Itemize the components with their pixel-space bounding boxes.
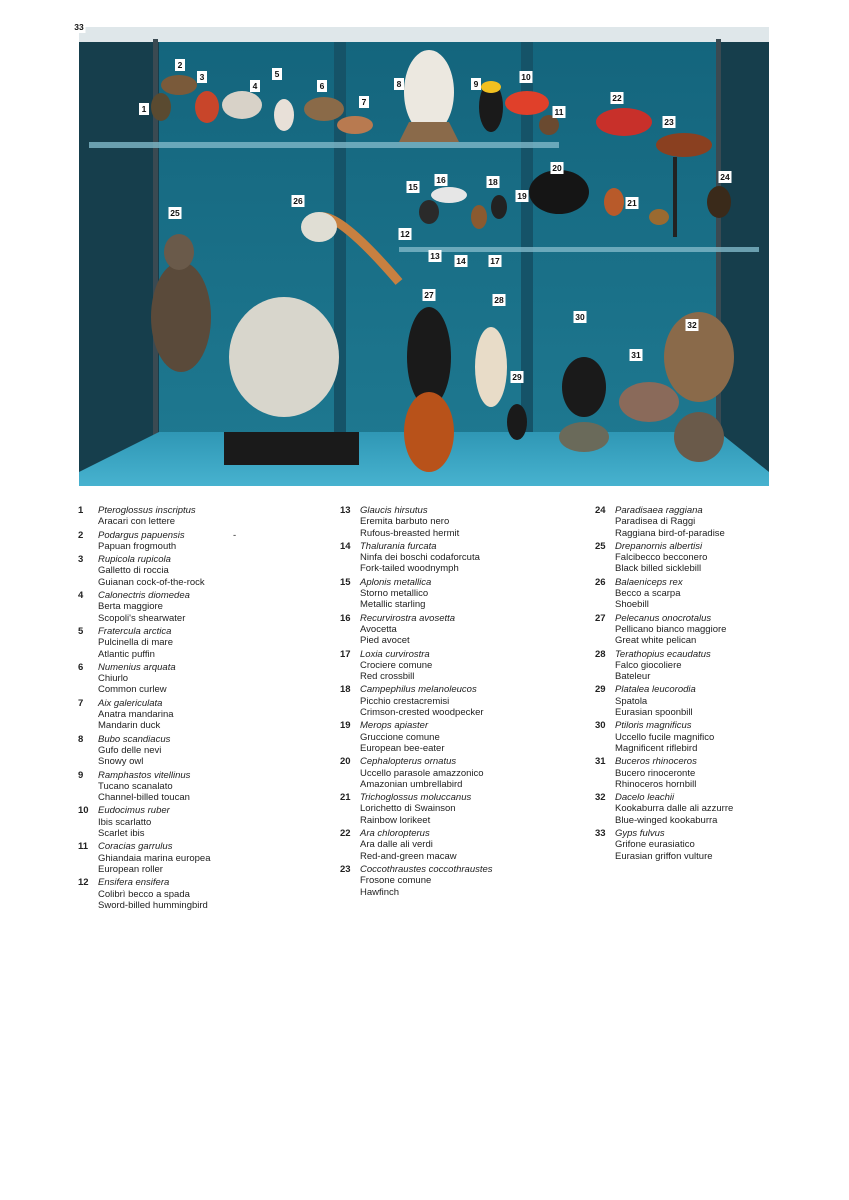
- species-entry: [340, 684, 493, 718]
- photo-tag: [626, 197, 639, 209]
- photo-tag: [73, 21, 86, 33]
- english-name: European roller: [98, 863, 163, 875]
- photo-tag: [516, 190, 529, 202]
- species-number: 14: [340, 540, 351, 552]
- english-name: Guianan cock-of-the-rock: [98, 576, 205, 588]
- english-name: Channel-billed toucan: [98, 792, 190, 804]
- english-name: Mandarin duck: [98, 720, 161, 732]
- svg-text:6: 6: [319, 81, 325, 91]
- species-entry: [78, 662, 211, 696]
- svg-text:28: 28: [494, 295, 504, 305]
- svg-text:27: 27: [424, 290, 434, 300]
- english-name: Blue-winged kookaburra: [615, 814, 718, 826]
- italian-name: Frosone comune: [360, 875, 432, 887]
- italian-name: Pulcinella di mare: [98, 637, 173, 649]
- species-entry: [78, 734, 211, 768]
- english-name: Red crossbill: [360, 671, 415, 683]
- species-number: 28: [595, 648, 606, 660]
- scientific-name: Pelecanus onocrotalus: [615, 612, 712, 624]
- photo-tag: [489, 255, 502, 267]
- photo-tag: [511, 371, 524, 383]
- species-number: 11: [78, 841, 89, 853]
- legend-column-1: [78, 505, 237, 913]
- english-name: Rainbow lorikeet: [360, 814, 431, 826]
- italian-name: Galletto di roccia: [98, 565, 169, 577]
- species-number: 25: [595, 540, 606, 552]
- svg-text:13: 13: [430, 251, 440, 261]
- svg-text:20: 20: [552, 163, 562, 173]
- scientific-name: Cephalopterus ornatus: [360, 756, 457, 768]
- english-name: Snowy owl: [98, 756, 144, 768]
- photo-tag: [169, 207, 182, 219]
- species-entry: [78, 770, 211, 804]
- english-name: Black billed sicklebill: [615, 563, 702, 575]
- photo-tag: [272, 68, 282, 80]
- svg-text:3: 3: [199, 72, 205, 82]
- italian-name: Storno metallico: [360, 588, 429, 600]
- scientific-name: Numenius arquata: [98, 661, 176, 673]
- english-name: European bee-eater: [360, 742, 445, 754]
- species-number: 32: [595, 792, 606, 804]
- photo-tag: [553, 106, 566, 118]
- photo-tag: [663, 116, 676, 128]
- scientific-name: Coracias garrulus: [98, 841, 173, 853]
- species-number: 29: [595, 684, 606, 696]
- italian-name: Ghiandaia marina europea: [98, 852, 211, 864]
- photo-tag: [611, 92, 624, 104]
- english-name: Scarlet ibis: [98, 828, 145, 840]
- svg-text:2: 2: [177, 60, 183, 70]
- species-entry: [340, 541, 493, 575]
- species-entry: [340, 577, 493, 611]
- svg-text:14: 14: [456, 256, 466, 266]
- legend-column-2: [340, 505, 493, 900]
- english-name: Metallic starling: [360, 599, 426, 611]
- svg-text:25: 25: [170, 208, 180, 218]
- scientific-name: Pteroglossus inscriptus: [98, 505, 196, 516]
- species-entry: [78, 841, 211, 875]
- photo-tag: [493, 294, 506, 306]
- species-entry: [595, 649, 733, 683]
- species-number: 12: [78, 877, 89, 889]
- legend-column-3: [595, 505, 733, 864]
- italian-name: Pellicano bianco maggiore: [615, 623, 727, 635]
- photo-tag: [423, 289, 436, 301]
- scientific-name: Ptiloris magnificus: [615, 720, 692, 732]
- italian-name: Crociere comune: [360, 659, 433, 671]
- english-name: Rhinoceros hornbill: [615, 778, 697, 790]
- scientific-name: Coccothraustes coccothraustes: [360, 863, 493, 875]
- species-entry: [78, 554, 211, 588]
- species-entry: [78, 805, 211, 839]
- italian-name: Kookaburra dalle ali azzurre: [615, 803, 734, 815]
- stray-mark: -: [233, 529, 237, 541]
- species-number: 2: [78, 529, 84, 541]
- scientific-name: Recurvirostra avosetta: [360, 612, 456, 624]
- svg-text:29: 29: [512, 372, 522, 382]
- italian-name: Gruccione comune: [360, 731, 440, 743]
- italian-name: Anatra mandarina: [98, 709, 174, 721]
- scientific-name: Loxia curvirostra: [360, 648, 430, 660]
- species-entry: [595, 613, 733, 647]
- english-name: Eurasian spoonbill: [615, 707, 693, 719]
- species-number: 16: [340, 612, 351, 624]
- svg-text:11: 11: [554, 107, 564, 117]
- italian-name: Becco a scarpa: [615, 588, 681, 600]
- photo-tag: [399, 228, 412, 240]
- english-name: Shoebill: [615, 599, 649, 611]
- species-number: 8: [78, 733, 84, 745]
- italian-name: Picchio crestacremisi: [360, 695, 450, 707]
- italian-name: Papuan frogmouth: [98, 540, 177, 552]
- svg-text:31: 31: [631, 350, 641, 360]
- scientific-name: Bubo scandiacus: [98, 733, 171, 745]
- italian-name: Eremita barbuto nero: [360, 516, 450, 528]
- english-name: Magnificent riflebird: [615, 742, 698, 754]
- svg-text:4: 4: [252, 81, 258, 91]
- species-entry: [595, 684, 733, 718]
- species-entry: [78, 505, 211, 528]
- species-entry: [340, 720, 493, 754]
- english-name: Great white pelican: [615, 635, 697, 647]
- scientific-name: Terathopius ecaudatus: [615, 648, 711, 660]
- species-number: 33: [595, 828, 606, 840]
- photo-tag: [250, 80, 260, 92]
- species-entry: [595, 828, 733, 862]
- species-number: 20: [340, 756, 351, 768]
- species-entry: [595, 756, 733, 790]
- species-entry: [595, 577, 733, 611]
- photo-tag: [394, 78, 404, 90]
- italian-name: Lorichetto di Swainson: [360, 803, 456, 815]
- species-number: 4: [78, 590, 84, 602]
- species-entry: [340, 864, 493, 898]
- species-number: 30: [595, 720, 606, 732]
- species-number: 6: [78, 661, 84, 673]
- svg-text:10: 10: [521, 72, 531, 82]
- english-name: Hawfinch: [360, 886, 400, 898]
- species-entry: [78, 529, 237, 553]
- species-number: 21: [340, 792, 351, 804]
- italian-name: Spatola: [615, 695, 648, 707]
- italian-name: Gufo delle nevi: [98, 744, 162, 756]
- svg-text:19: 19: [517, 191, 527, 201]
- english-name: Common curlew: [98, 684, 167, 696]
- scientific-name: Gyps fulvus: [615, 828, 665, 840]
- italian-name: Ibis scarlatto: [98, 816, 152, 828]
- species-number: 18: [340, 684, 351, 696]
- scientific-name: Balaeniceps rex: [615, 576, 683, 588]
- species-number: 23: [340, 863, 351, 875]
- photo-tag: [574, 311, 587, 323]
- italian-name: Avocetta: [360, 623, 397, 635]
- italian-name: Aracari con lettere: [98, 516, 176, 528]
- italian-name: Falco giocoliere: [615, 659, 682, 671]
- photo-tag: [139, 103, 149, 115]
- italian-name: Uccello fucile magnifico: [615, 731, 715, 743]
- species-number: 5: [78, 625, 84, 637]
- photo-tag: [551, 162, 564, 174]
- scientific-name: Eudocimus ruber: [98, 805, 170, 817]
- english-name: Raggiana bird-of-paradise: [615, 527, 725, 539]
- english-name: Amazonian umbrellabird: [360, 778, 463, 790]
- species-entry: [78, 626, 211, 660]
- scientific-name: Trichoglossus moluccanus: [360, 792, 472, 804]
- species-number: 10: [78, 805, 89, 817]
- species-entry: [340, 828, 493, 862]
- photo-tag: [175, 59, 185, 71]
- english-name: Rufous-breasted hermit: [360, 527, 460, 539]
- species-number: 1: [78, 505, 84, 516]
- species-number: 3: [78, 554, 84, 566]
- species-entry: [595, 505, 733, 539]
- svg-text:32: 32: [687, 320, 697, 330]
- scientific-name: Platalea leucorodia: [615, 684, 696, 696]
- photo-tag: [197, 71, 207, 83]
- scientific-name: Fratercula arctica: [98, 625, 172, 637]
- english-name: Scopoli's shearwater: [98, 612, 186, 624]
- species-number: 13: [340, 505, 351, 516]
- photo-tag: [630, 349, 643, 361]
- photo-tag: [686, 319, 699, 331]
- photo-tag: [407, 181, 420, 193]
- svg-text:24: 24: [720, 172, 730, 182]
- photo-tag: [471, 78, 481, 90]
- photo-tag: [429, 250, 442, 262]
- species-entry: [340, 792, 493, 826]
- english-name: Fork-tailed woodnymph: [360, 563, 459, 575]
- svg-text:15: 15: [408, 182, 418, 192]
- species-number: 17: [340, 648, 351, 660]
- italian-name: Berta maggiore: [98, 601, 163, 613]
- svg-text:33: 33: [74, 22, 84, 32]
- scientific-name: Ensifera ensifera: [98, 877, 170, 889]
- italian-name: Paradisea di Raggi: [615, 516, 696, 528]
- italian-name: Tucano scanalato: [98, 780, 173, 792]
- scientific-name: Calonectris diomedea: [98, 590, 190, 602]
- species-entry: [78, 590, 211, 624]
- svg-text:18: 18: [488, 177, 498, 187]
- english-name: Atlantic puffin: [98, 648, 155, 660]
- english-name: Crimson-crested woodpecker: [360, 707, 484, 719]
- italian-name: Chiurlo: [98, 673, 129, 685]
- photo-tag: [317, 80, 327, 92]
- species-entry: [340, 505, 493, 539]
- svg-text:8: 8: [396, 79, 402, 89]
- italian-name: Ara dalle ali verdi: [360, 839, 433, 851]
- species-number: 19: [340, 720, 351, 732]
- scientific-name: Drepanornis albertisi: [615, 540, 703, 552]
- italian-name: Grifone eurasiatico: [615, 839, 695, 851]
- photo-tag: [719, 171, 732, 183]
- scientific-name: Rupicola rupicola: [98, 554, 171, 566]
- svg-text:23: 23: [664, 117, 674, 127]
- photo-tag: [487, 176, 500, 188]
- photo-tag: [520, 71, 533, 83]
- species-number: 31: [595, 756, 606, 768]
- species-entry: [78, 877, 211, 911]
- english-name: Pied avocet: [360, 635, 410, 647]
- italian-name: Ninfa dei boschi codaforcuta: [360, 552, 480, 564]
- english-name: Eurasian griffon vulture: [615, 850, 713, 862]
- svg-text:7: 7: [361, 97, 367, 107]
- species-entry: [595, 541, 733, 575]
- svg-text:9: 9: [473, 79, 479, 89]
- svg-text:1: 1: [141, 104, 147, 114]
- svg-text:22: 22: [612, 93, 622, 103]
- species-entry: [595, 720, 733, 754]
- scientific-name: Merops apiaster: [360, 720, 429, 732]
- display-case-photo: [74, 22, 769, 486]
- italian-name: Bucero rinoceronte: [615, 767, 696, 779]
- scientific-name: Aix galericulata: [98, 697, 163, 709]
- species-number: 27: [595, 612, 606, 624]
- svg-text:26: 26: [293, 196, 303, 206]
- english-name: Bateleur: [615, 671, 651, 683]
- species-number: 26: [595, 576, 606, 588]
- scientific-name: Paradisaea raggiana: [615, 505, 703, 516]
- scientific-name: Ara chloropterus: [360, 828, 430, 840]
- species-entry: [340, 649, 493, 683]
- species-number: 7: [78, 697, 84, 709]
- species-entry: [340, 756, 493, 790]
- english-name: Sword-billed hummingbird: [98, 899, 208, 911]
- photo-tag: [435, 174, 448, 186]
- scientific-name: Podargus papuensis: [98, 529, 185, 541]
- species-number: 24: [595, 505, 606, 516]
- species-number: 15: [340, 576, 351, 588]
- species-entry: [340, 613, 493, 647]
- scientific-name: Campephilus melanoleucos: [360, 684, 477, 696]
- species-entry: [78, 698, 211, 732]
- svg-text:30: 30: [575, 312, 585, 322]
- svg-text:5: 5: [274, 69, 280, 79]
- species-entry: [595, 792, 733, 826]
- photo-tag: [292, 195, 305, 207]
- scientific-name: Aplonis metallica: [360, 576, 432, 588]
- scientific-name: Buceros rhinoceros: [615, 756, 697, 768]
- italian-name: Colibrì becco a spada: [98, 888, 190, 900]
- svg-text:17: 17: [490, 256, 500, 266]
- scientific-name: Dacelo leachii: [615, 792, 675, 804]
- scientific-name: Ramphastos vitellinus: [98, 769, 191, 781]
- svg-text:16: 16: [436, 175, 446, 185]
- svg-text:12: 12: [400, 229, 410, 239]
- species-number: 9: [78, 769, 84, 781]
- scientific-name: Glaucis hirsutus: [360, 505, 428, 516]
- english-name: Red-and-green macaw: [360, 850, 457, 862]
- svg-text:21: 21: [627, 198, 637, 208]
- italian-name: Uccello parasole amazzonico: [360, 767, 484, 779]
- italian-name: Falcibecco becconero: [615, 552, 708, 564]
- scientific-name: Thalurania furcata: [360, 540, 437, 552]
- species-number: 22: [340, 828, 351, 840]
- photo-tag: [359, 96, 369, 108]
- photo-tag: [455, 255, 468, 267]
